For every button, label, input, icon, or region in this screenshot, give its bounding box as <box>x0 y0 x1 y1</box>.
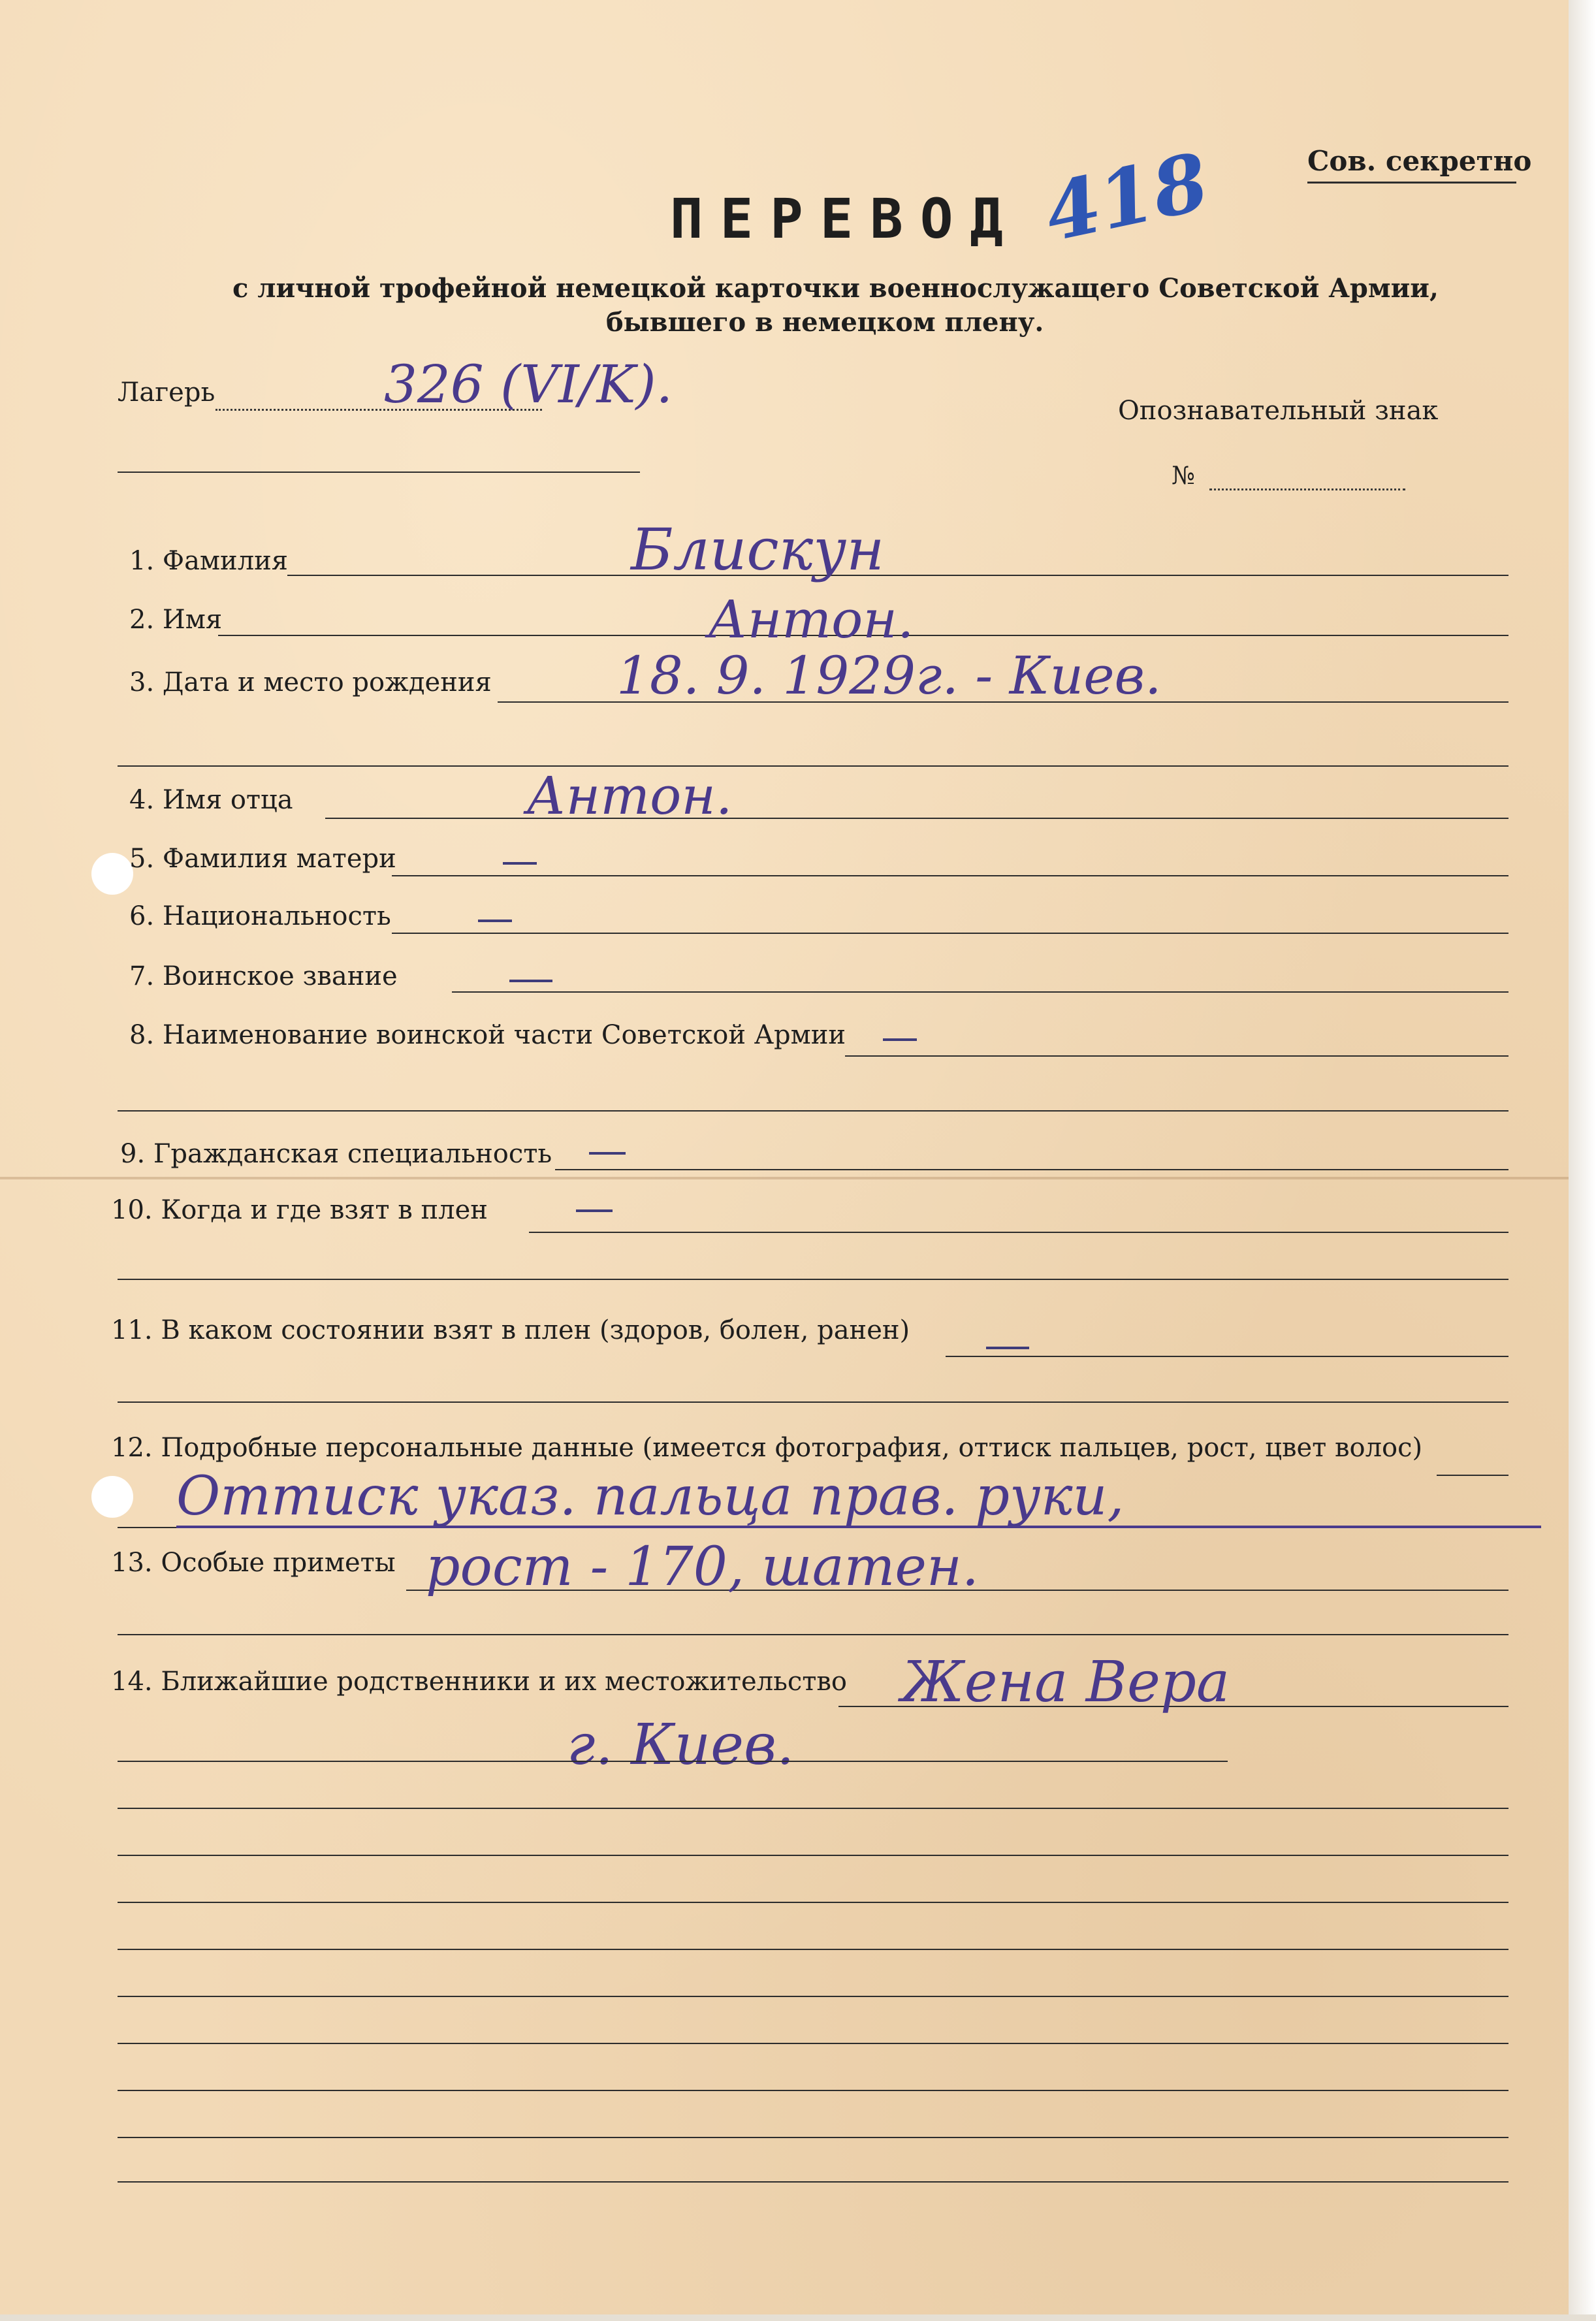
camp-label: Лагерь <box>118 377 215 408</box>
field-4-line <box>325 818 1508 819</box>
field-5-label: 5. Фамилия матери <box>129 844 396 874</box>
id-tag-number-label: № <box>1172 461 1195 490</box>
field-9-dash <box>589 1152 626 1155</box>
camp-extra-line <box>118 472 640 473</box>
field-1-label: 1. Фамилия <box>129 546 289 576</box>
blank-line <box>118 1902 1508 1903</box>
blank-line <box>118 1761 1228 1762</box>
scan-edge-bottom <box>0 2314 1596 2321</box>
field-7-dash <box>509 980 552 982</box>
field-1-line <box>287 575 1508 576</box>
field-7-label: 7. Воинское звание <box>129 961 398 991</box>
field-12-value: Оттиск указ. пальца прав. руки, <box>176 1465 1125 1528</box>
field-4-value: Антон. <box>526 765 733 826</box>
field-14-label: 14. Ближайшие родственники и их местожительство <box>111 1667 848 1697</box>
field-3-label: 3. Дата и место рождения <box>129 667 492 697</box>
field-10-extra-line <box>118 1279 1508 1280</box>
field-9-line <box>555 1169 1508 1170</box>
blank-line <box>118 2043 1508 2044</box>
field-2-value: Антон. <box>708 589 914 650</box>
field-9-label: 9. Гражданская специальность <box>120 1139 552 1169</box>
field-8-dash <box>883 1038 917 1041</box>
field-10-line <box>529 1232 1508 1233</box>
field-11-label: 11. В каком состоянии взят в плен (здоров, болен, ранен) <box>111 1315 910 1345</box>
field-12-ink-line <box>176 1526 1541 1528</box>
field-13-value: рост - 170, шатен. <box>426 1536 979 1598</box>
secrecy-stamp: Сов. секретно <box>1307 145 1532 177</box>
field-8-label: 8. Наименование воинской части Советской Армии <box>129 1020 846 1050</box>
field-4-label: 4. Имя отца <box>129 785 293 815</box>
binding-hole-upper <box>91 853 133 895</box>
field-13-label: 13. Особые приметы <box>111 1548 396 1578</box>
field-3-value: 18. 9. 1929г. - Киев. <box>616 645 1162 706</box>
id-tag-label: Опознавательный знак <box>1118 396 1439 426</box>
blank-line <box>118 1949 1508 1950</box>
handwritten-blue-mark: 418 <box>1037 135 1217 260</box>
field-12-label: 12. Подробные персональные данные (имеется фотография, оттиск пальцев, рост, цвет волос) <box>111 1433 1423 1463</box>
field-5-dash <box>503 862 537 865</box>
field-12-line <box>1437 1475 1508 1476</box>
field-1-value: Блискун <box>631 516 885 583</box>
blank-line <box>118 2181 1508 2183</box>
field-6-label: 6. Национальность <box>129 901 391 931</box>
field-14-value-line-2: г. Киев. <box>567 1712 795 1778</box>
field-11-dash <box>986 1347 1029 1349</box>
field-2-label: 2. Имя <box>129 605 223 635</box>
paper-fold <box>0 1177 1569 1179</box>
field-5-line <box>392 875 1508 876</box>
subtitle-line-2: бывшего в немецком плену. <box>606 307 1044 338</box>
field-10-dash <box>576 1209 613 1212</box>
blank-line <box>118 2090 1508 2091</box>
field-3-extra-line <box>118 765 1508 767</box>
document-title: ПЕРЕВОД <box>670 187 1021 251</box>
id-tag-dotted-line <box>1209 488 1405 490</box>
field-10-label: 10. Когда и где взят в плен <box>111 1195 488 1225</box>
field-13-extra-line <box>118 1634 1508 1635</box>
field-7-line <box>452 991 1508 993</box>
blank-line <box>118 2137 1508 2138</box>
field-11-line <box>946 1356 1508 1357</box>
subtitle-line-1: с личной трофейной немецкой карточки военнослужащего Советской Армии, <box>232 273 1439 304</box>
camp-value: 326 (VI/K). <box>384 354 673 415</box>
binding-hole-lower <box>91 1476 133 1518</box>
field-6-line <box>392 933 1508 934</box>
field-6-dash <box>478 920 512 922</box>
blank-line <box>118 1855 1508 1856</box>
secrecy-underline <box>1307 182 1516 184</box>
blank-line <box>118 1996 1508 1997</box>
blank-line <box>118 1808 1508 1809</box>
field-11-extra-line <box>118 1401 1508 1403</box>
field-14-value: Жена Вера <box>901 1650 1230 1715</box>
field-8-line <box>845 1055 1508 1057</box>
scan-edge-right <box>1569 0 1596 2321</box>
field-8-extra-line <box>118 1110 1508 1112</box>
